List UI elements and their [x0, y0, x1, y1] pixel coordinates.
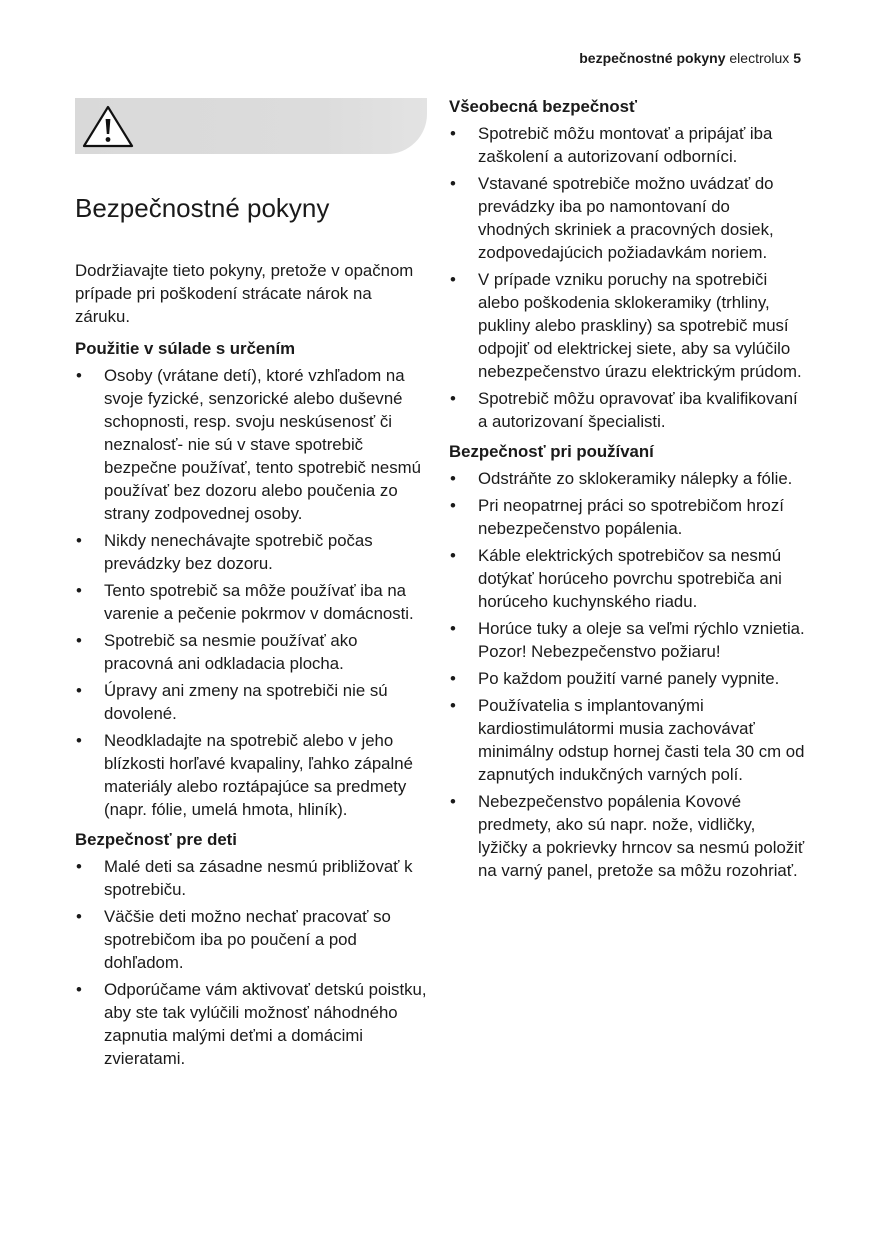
- usage-list: [75, 364, 427, 821]
- use-list: [449, 467, 805, 882]
- bullet: •: [450, 496, 456, 515]
- list-item: • Nikdy nenechávajte spotrebič počas prevádzky bez dozoru.: [76, 531, 373, 573]
- bullet: •: [76, 366, 82, 385]
- list-item: • Úpravy ani zmeny na spotrebiči nie sú dovolené.: [76, 681, 388, 723]
- list-item: • Malé deti sa zásadne nesmú približovať k spotrebiču.: [76, 857, 413, 899]
- bullet: •: [76, 581, 82, 600]
- list-item: • Nebezpečenstvo popálenia Kovové predmety, ako sú napr. nože, vidličky, lyžičky a pokrievky hrncov sa nesmú položiť na varný panel, pretože sa môžu rozohriať.: [450, 792, 805, 880]
- intro-paragraph: Dodržiavajte tieto pokyny, pretože v opačnom prípade pri poškodení strácate nárok na záruku.: [75, 261, 414, 326]
- list-item: • Neodkladajte na spotrebič alebo v jeho blízkosti horľavé kvapaliny, ľahko zápalné materiály alebo roztápajúce sa predmety (napr. fólie, umelá hmota, hliník).: [76, 731, 413, 819]
- bullet: •: [450, 619, 456, 638]
- list-item: • Pri neopatrnej práci so spotrebičom hrozí nebezpečenstvo popálenia.: [450, 496, 784, 538]
- list-item: • V prípade vzniku poruchy na spotrebiči alebo poškodenia sklokeramiky (trhliny, pukliny alebo praskliny) sa spotrebič musí odpojiť od elektrickej siete, aby sa vylúčilo nebezpečenstvo úrazu elektrickým prúdom.: [450, 270, 802, 381]
- bullet: •: [76, 980, 82, 999]
- list-item: • Osoby (vrátane detí), ktoré vzhľadom na svoje fyzické, senzorické alebo duševné schopnosti, resp. svoju neskúsenosť či neznalosť- nie sú v stave spotrebič bezpečne používať, tento spotrebič nesmú používať bez dozoru alebo poučenia zo strany zodpovednej osoby.: [76, 366, 421, 523]
- bullet: •: [76, 857, 82, 876]
- section-heading-children: Bezpečnosť pre deti: [75, 830, 237, 849]
- section-heading-use: Bezpečnosť pri používaní: [449, 442, 654, 461]
- list-item: • Horúce tuky a oleje sa veľmi rýchlo vznietia. Pozor! Nebezpečenstvo požiaru!: [450, 619, 805, 661]
- list-item: • Vstavané spotrebiče možno uvádzať do prevádzky iba po namontovaní do vhodných skriniek a pracovných dosiek, zodpovedajúcich požiadavkám noriem.: [450, 174, 774, 262]
- general-list: [449, 122, 805, 433]
- bullet: •: [450, 669, 456, 688]
- right-column: [449, 95, 805, 889]
- section-heading-general: Všeobecná bezpečnosť: [449, 97, 638, 116]
- list-item: • Po každom použití varné panely vypnite.: [450, 669, 780, 688]
- left-column: [75, 259, 427, 1077]
- list-item: • Tento spotrebič sa môže používať iba na varenie a pečenie pokrmov v domácnosti.: [76, 581, 414, 623]
- bullet: •: [450, 696, 456, 715]
- bullet: •: [450, 174, 456, 193]
- children-list: [75, 855, 427, 1070]
- bullet: •: [76, 531, 82, 550]
- bullet: •: [76, 631, 82, 650]
- page-title: Bezpečnostné pokyny: [75, 193, 330, 223]
- header-brand: electrolux: [729, 50, 790, 66]
- list-item: • Odporúčame vám aktivovať detskú poistku, aby ste tak vylúčili možnosť náhodného zapnutia malými deťmi a domácimi zvieratami.: [76, 980, 427, 1068]
- bullet: •: [450, 469, 456, 488]
- bullet: •: [76, 907, 82, 926]
- bullet: •: [76, 681, 82, 700]
- section-heading-usage: Použitie v súlade s určením: [75, 339, 296, 358]
- bullet: •: [450, 792, 456, 811]
- header-section-title: bezpečnostné pokyny: [579, 50, 726, 66]
- list-item: • Spotrebič môžu montovať a pripájať iba zaškolení a autorizovaní odborníci.: [450, 124, 773, 166]
- warning-banner: [75, 98, 427, 154]
- list-item: • Spotrebič môžu opravovať iba kvalifikovaní a autorizovaní špecialisti.: [450, 389, 798, 431]
- warning-triangle-icon: [81, 103, 135, 149]
- list-item: • Spotrebič sa nesmie používať ako pracovná ani odkladacia plocha.: [76, 631, 358, 673]
- page-number: 5: [793, 50, 801, 66]
- bullet: •: [450, 270, 456, 289]
- bullet: •: [450, 124, 456, 143]
- list-item: • Odstráňte zo sklokeramiky nálepky a fólie.: [450, 469, 793, 488]
- page-header: [579, 50, 801, 66]
- list-item: • Používatelia s implantovanými kardiostimulátormi musia zachovávať minimálny odstup hornej časti tela 30 cm od zapnutých indukčných varných polí.: [450, 696, 805, 784]
- list-item: • Káble elektrických spotrebičov sa nesmú dotýkať horúceho povrchu spotrebiča ani horúceho kuchynského riadu.: [450, 546, 782, 611]
- list-item: • Väčšie deti možno nechať pracovať so spotrebičom iba po poučení a pod dohľadom.: [76, 907, 391, 972]
- bullet: •: [76, 731, 82, 750]
- bullet: •: [450, 389, 456, 408]
- bullet: •: [450, 546, 456, 565]
